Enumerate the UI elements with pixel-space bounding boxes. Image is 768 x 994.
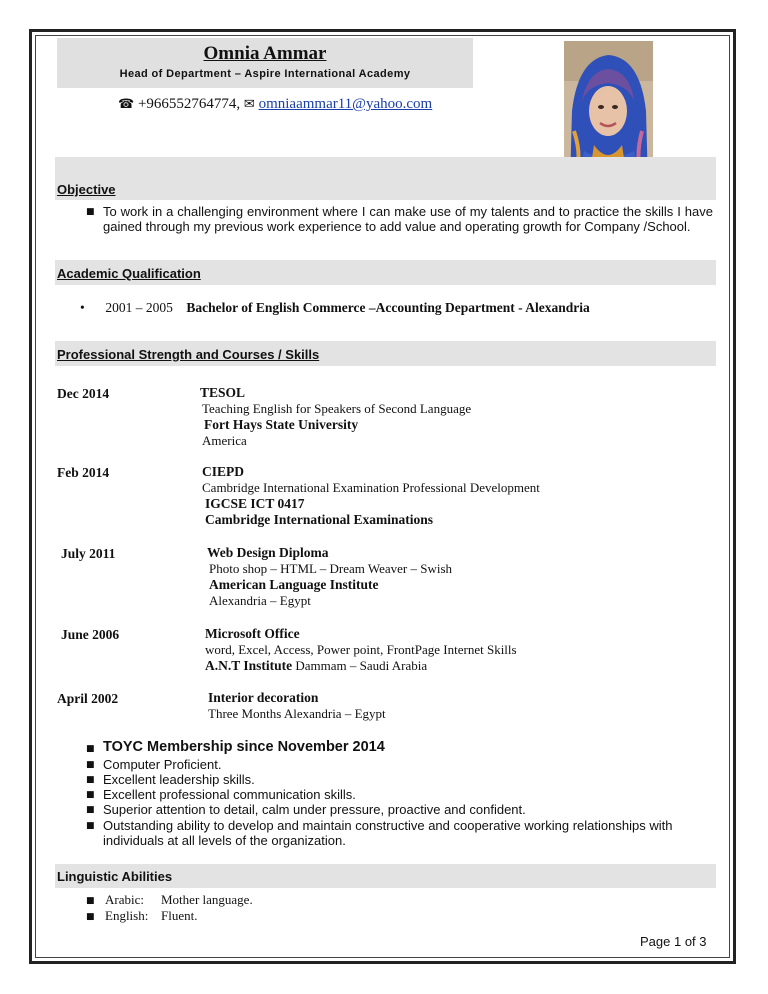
course-institution: American Language Institute [209, 577, 379, 592]
course-description: word, Excel, Access, Power point, FrontPage Internet Skills [205, 642, 517, 657]
course-title: TESOL [200, 385, 246, 400]
objective-bar [55, 179, 716, 200]
square-bullet-icon: ■ [86, 805, 95, 815]
course-institution: A.N.T Institute [205, 658, 293, 673]
academic-years: 2001 – 2005 [105, 300, 173, 315]
skill-item: Excellent leadership skills. [103, 772, 255, 787]
academic-title: Academic Qualification [57, 266, 201, 281]
course-institution: Fort Hays State University [204, 417, 359, 432]
square-bullet-icon: ■ [86, 821, 95, 831]
course-description: Teaching English for Speakers of Second Language [202, 401, 472, 416]
skill-item: Outstanding ability to develop and maintain constructive and cooperative working relationships with individuals at all levels of the organization. [103, 818, 673, 848]
course-title: CIEPD [202, 464, 245, 479]
phone-icon: ☎ [118, 97, 135, 112]
objective-text: To work in a challenging environment where I can make use of my talents and to practice the skills I have gained through my previous work experience to add value and operating growth for Company /School. [103, 204, 713, 234]
round-bullet-icon: • [80, 300, 85, 315]
course-description: Cambridge International Examination Professional Development [202, 480, 540, 495]
square-bullet-icon: ■ [86, 896, 95, 906]
page-number: Page 1 of 3 [640, 934, 707, 949]
course-description: Photo shop – HTML – Dream Weaver – Swish [209, 561, 453, 576]
course-location: Dammam – Saudi Arabia [292, 658, 428, 673]
language-item [105, 908, 197, 924]
square-bullet-icon: ■ [86, 775, 95, 785]
candidate-name: Omnia Ammar [203, 43, 327, 64]
skill-item: Superior attention to detail, calm under pressure, proactive and confident. [103, 802, 526, 817]
course-title: Web Design Diploma [207, 545, 329, 560]
course-date: July 2011 [61, 546, 116, 561]
course-description: Three Months Alexandria – Egypt [208, 706, 386, 721]
language-item [105, 892, 253, 908]
skill-item: Excellent professional communication skills. [103, 787, 356, 802]
header-divider-bar [55, 157, 716, 179]
email-link[interactable]: omniaammar11@yahoo.com [258, 96, 433, 112]
candidate-role: Head of Department – Aspire International Academy [119, 68, 411, 80]
professional-title: Professional Strength and Courses / Skills [57, 347, 320, 362]
course-location: America [202, 433, 247, 448]
language-level: Fluent. [161, 908, 198, 923]
course-date: April 2002 [57, 691, 119, 706]
skill-item: Computer Proficient. [103, 757, 222, 772]
phone-number: +966552764774, [137, 96, 241, 112]
course-entry [208, 690, 386, 722]
envelope-icon: ✉ [243, 97, 255, 112]
course-date: June 2006 [61, 627, 120, 642]
square-bullet-icon: ■ [86, 912, 95, 922]
objective-title: Objective [57, 182, 116, 197]
language-name: Arabic: [105, 892, 144, 907]
square-bullet-icon: ■ [86, 744, 95, 754]
course-entry [205, 626, 517, 674]
language-name: English: [105, 908, 149, 923]
square-bullet-icon: ■ [86, 760, 95, 770]
header-box [57, 38, 473, 88]
course-title: Microsoft Office [205, 626, 300, 641]
course-institution: Cambridge International Examinations [205, 512, 434, 527]
language-level: Mother language. [161, 892, 253, 907]
course-entry [200, 385, 471, 449]
academic-entry [80, 300, 590, 316]
course-date: Dec 2014 [57, 386, 110, 401]
contact-line [118, 96, 432, 113]
skill-item: TOYC Membership since November 2014 [103, 739, 385, 755]
square-bullet-icon: ■ [86, 207, 95, 217]
course-subtitle: IGCSE ICT 0417 [205, 496, 305, 511]
course-location: Alexandria – Egypt [209, 593, 311, 608]
academic-degree: Bachelor of English Commerce –Accounting Department - Alexandria [186, 300, 590, 315]
linguistic-title: Linguistic Abilities [57, 869, 173, 884]
square-bullet-icon: ■ [86, 790, 95, 800]
course-date: Feb 2014 [57, 465, 110, 480]
course-entry [207, 545, 452, 609]
course-entry [202, 464, 540, 528]
course-title: Interior decoration [208, 690, 319, 705]
